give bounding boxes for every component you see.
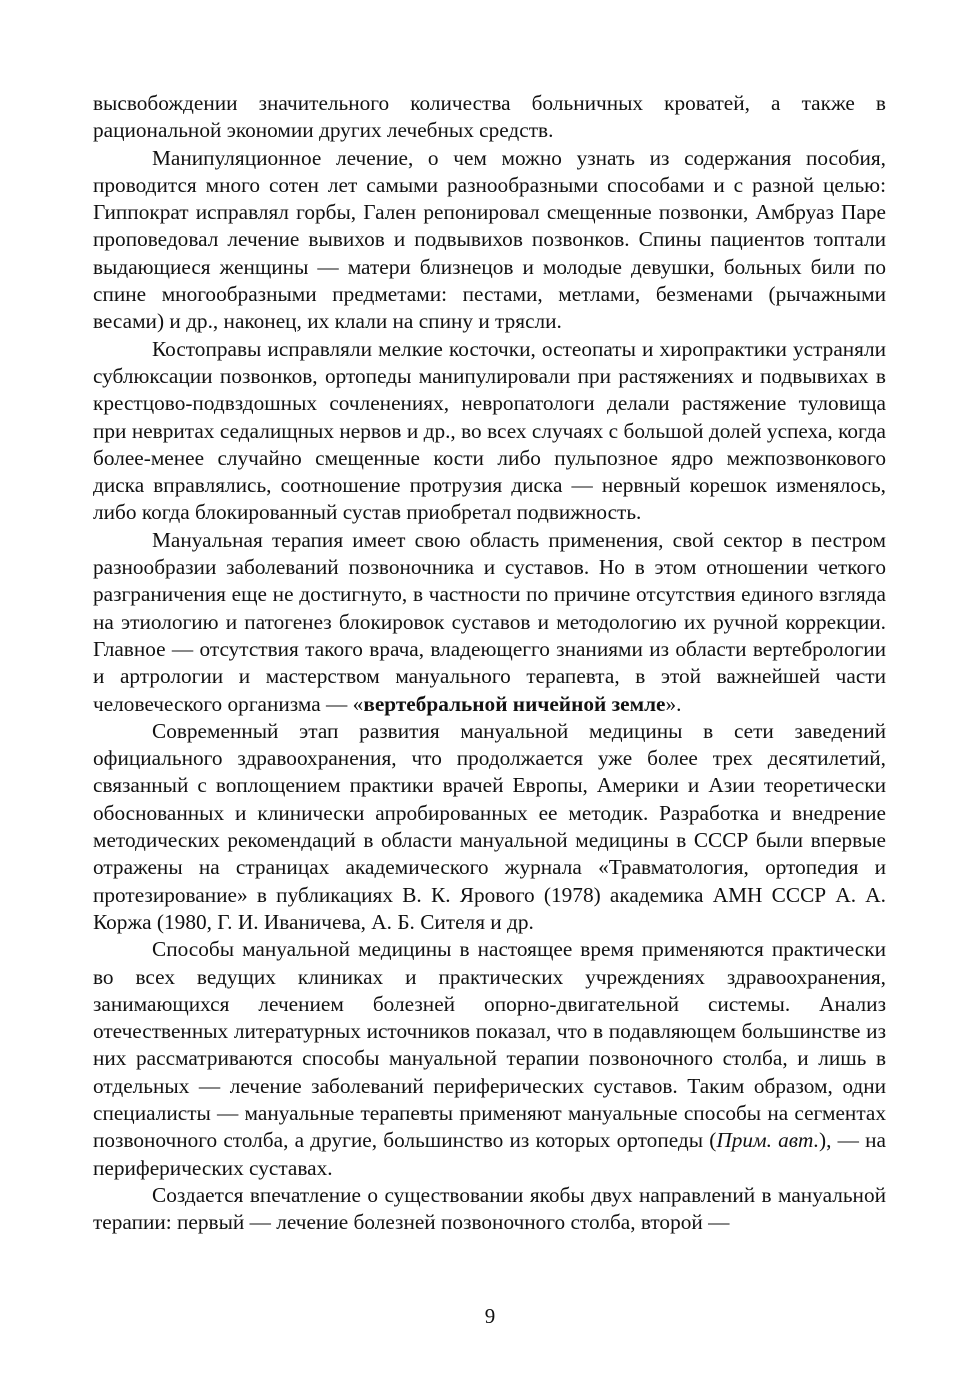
paragraph-manipulation-history: Манипуляционное лечение, о чем можно узнать из содержания пособия, проводится много сотен лет самыми разнообразными способами и с разной целью: Гиппократ исправлял горбы, Гален репонировал смещенные позвонки, Амбруаз Паре проповедовал лечение вывихов и подвывихов позвонков. Спины пациентов топтали выдающиеся женщины — матери близнецов и молодые девушки, больных били по спине многообразными предметами: пестами, метлами, безменами (рычажными весами) и др., наконец, их клали на спину и трясли. — [93, 145, 886, 334]
document-page — [93, 90, 886, 1236]
page-number: 9 — [484, 1304, 496, 1328]
paragraph-two-directions: Создается впечатление о существовании якобы двух направлений в мануальной терапии: первый — лечение болезней позвоночного столба, второй — — [93, 1182, 886, 1235]
author-note: Прим. авт. — [716, 1128, 820, 1153]
paragraph-continuation: высвобождении значительного количества больничных кроватей, а также в рациональной экономии других лечебных средств. — [93, 91, 886, 143]
paragraph-text: ». — [665, 691, 682, 716]
paragraph-text: Мануальная терапия имеет свою область применения, свой сектор в пестром разнообразии заболеваний позвоночника и суставов. Но в этом отношении четкого разграничения еще не достигнуто, в частности по причине отсутствия единого взгляда на этиологию и патогенез блокировок суставов и методологию их ручной коррекции. Главное — отсутствия такого врача, владеющегго знаниями из области вертебрологии и артрологии и мастерством мануального терапевта, в этой важнейшей части человеческого организма — « — [93, 527, 886, 716]
paragraph-methods-usage — [93, 936, 886, 1182]
paragraph-bonesetters: Костоправы исправляли мелкие косточки, остеопаты и хиропрактики устраняли сублюксации позвонков, ортопеды манипулировали при растяжениях и подвывихах в крестцово-подвздошных сочленениях, невропатологи делали растяжение туловища при невритах седалищных нервов и др., во всех случаях с большой долей успеха, когда более-менее случайно смещенные кости либо пульпозное ядро межпозвонкового диска вправлялись, соотношение протрузия диска — нервный корешок изменялось, либо когда блокированный сустав приобретал подвижность. — [93, 336, 886, 525]
paragraph-manual-therapy-scope — [93, 527, 886, 718]
paragraph-modern-stage: Современный этап развития мануальной медицины в сети заведений официального здравоохранения, что продолжается уже более трех десятилетий, связанный с воплощением практики врачей Европы, Америки и Азии теоретически обоснованных и клинически апробированных ее методик. Разработка и внедрение методических рекомендаций в области мануальной медицины в СССР были впервые отражены на страницах академического журнала «Травматология, ортопедия и протезирование» в публикациях В. К. Ярового (1978) академика АМН СССР А. А. Коржа (1980, Г. И. Иваничева, А. Б. Сителя и др. — [93, 718, 886, 934]
bold-term: вертебральной ничейной земле — [363, 691, 666, 716]
paragraph-text: Способы мануальной медицины в настоящее время применяются практически во всех ведущих клиниках и практических учреждениях здравоохранения, занимающихся лечением болезней опорно-двигательной системы. Анализ отечественных литературных источников показал, что в подавляющем большинстве из них рассматриваются способы мануальной терапии позвоночного столба, и лишь в отдельных — лечение заболеваний периферических суставов. Таким образом, одни специалисты — мануальные терапевты применяют мануальные способы на сегментах позвоночного столба, а другие, большинство из которых ортопеды ( — [93, 937, 886, 1153]
paragraph-text: ), — на периферических суставах. — [93, 1128, 886, 1180]
